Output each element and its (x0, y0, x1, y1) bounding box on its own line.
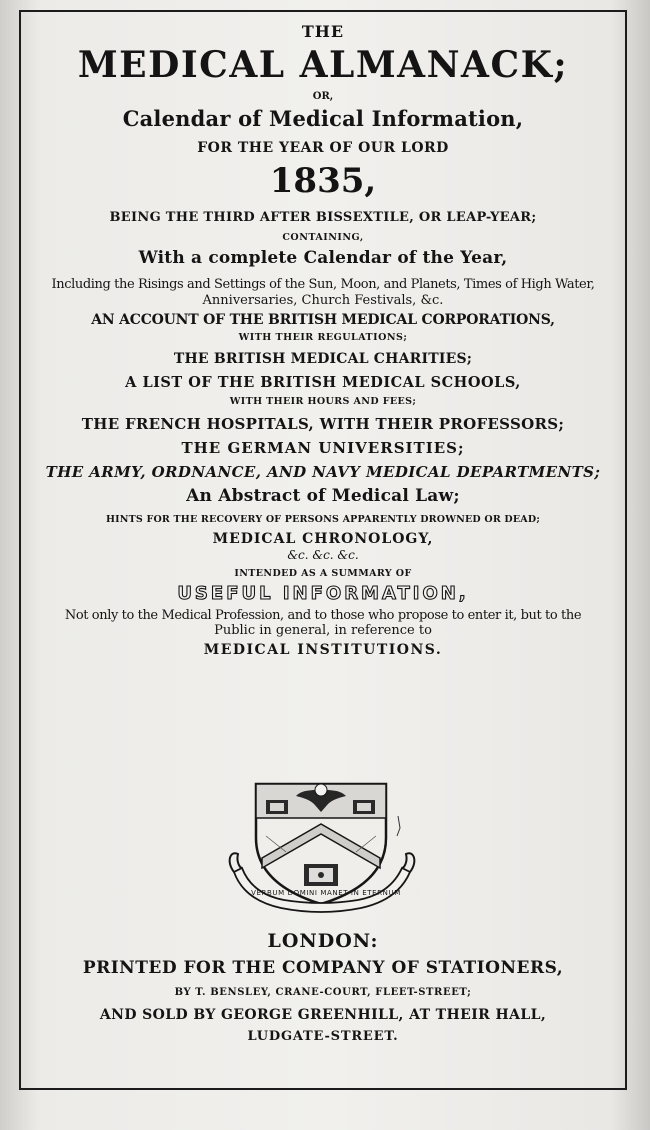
printer-line: BY T. BENSLEY, CRANE-COURT, FLEET-STREET; (174, 987, 472, 998)
not-only-line-2: Public in general, in reference to (214, 623, 432, 638)
sold-by-line: AND SOLD BY GEORGE GREENHILL, AT THEIR HALL, (99, 1007, 547, 1023)
subtitle: Calendar of Medical Information, (122, 106, 524, 131)
chronology-line: MEDICAL CHRONOLOGY, (212, 531, 434, 547)
crest-motto: VERBUM DOMINI MANET IN ETERNUM (251, 889, 401, 897)
main-title: MEDICAL ALMANACK; (77, 44, 569, 86)
year: 1835, (269, 161, 377, 201)
risings-line-2: Anniversaries, Church Festivals, &c. (202, 293, 444, 308)
containing-label: CONTAINING, (282, 232, 364, 243)
title-page (19, 22, 627, 658)
etc-line: &c. &c. &c. (287, 548, 359, 562)
calendar-line: With a complete Calendar of the Year, (138, 248, 508, 268)
year-intro: FOR THE YEAR OF OUR LORD (197, 140, 449, 156)
street-line: LUDGATE-STREET. (247, 1029, 399, 1044)
german-universities-line: THE GERMAN UNIVERSITIES; (181, 439, 465, 457)
useful-information-line: USEFUL INFORMATION, (177, 583, 469, 604)
risings-line-1: Including the Risings and Settings of the Sun, Moon, and Planets, Times of High Water, (51, 277, 595, 292)
not-only-line-1: Not only to the Medical Profession, and to those who propose to enter it, but to the (64, 608, 582, 623)
abstract-law-line: An Abstract of Medical Law; (186, 486, 460, 506)
regulations-line: WITH THEIR REGULATIONS; (238, 332, 408, 343)
intended-line: INTENDED AS A SUMMARY OF (234, 568, 412, 579)
title-the: THE (301, 22, 345, 41)
printed-for-line: PRINTED FOR THE COMPANY OF STATIONERS, (82, 958, 564, 978)
title-or: OR, (312, 91, 334, 102)
hours-fees-line: WITH THEIR HOURS AND FEES; (229, 396, 417, 407)
stationers-company-crest (226, 776, 426, 916)
charities-line: THE BRITISH MEDICAL CHARITIES; (173, 351, 473, 367)
london-line: LONDON: (267, 930, 379, 952)
leap-year-note: BEING THE THIRD AFTER BISSEXTILE, OR LEAP-YEAR; (109, 210, 537, 225)
hints-line: HINTS FOR THE RECOVERY OF PERSONS APPARENTLY DROWNED OR DEAD; (105, 514, 541, 525)
institutions-line: MEDICAL INSTITUTIONS. (203, 642, 443, 658)
imprint (19, 930, 627, 1044)
schools-line: A LIST OF THE BRITISH MEDICAL SCHOOLS, (125, 374, 521, 391)
french-hospitals-line: THE FRENCH HOSPITALS, WITH THEIR PROFESSORS; (81, 415, 565, 433)
corporations-line: AN ACCOUNT OF THE BRITISH MEDICAL CORPORATIONS, (91, 312, 555, 328)
army-navy-line: THE ARMY, ORDNANCE, AND NAVY MEDICAL DEPARTMENTS; (45, 463, 601, 481)
